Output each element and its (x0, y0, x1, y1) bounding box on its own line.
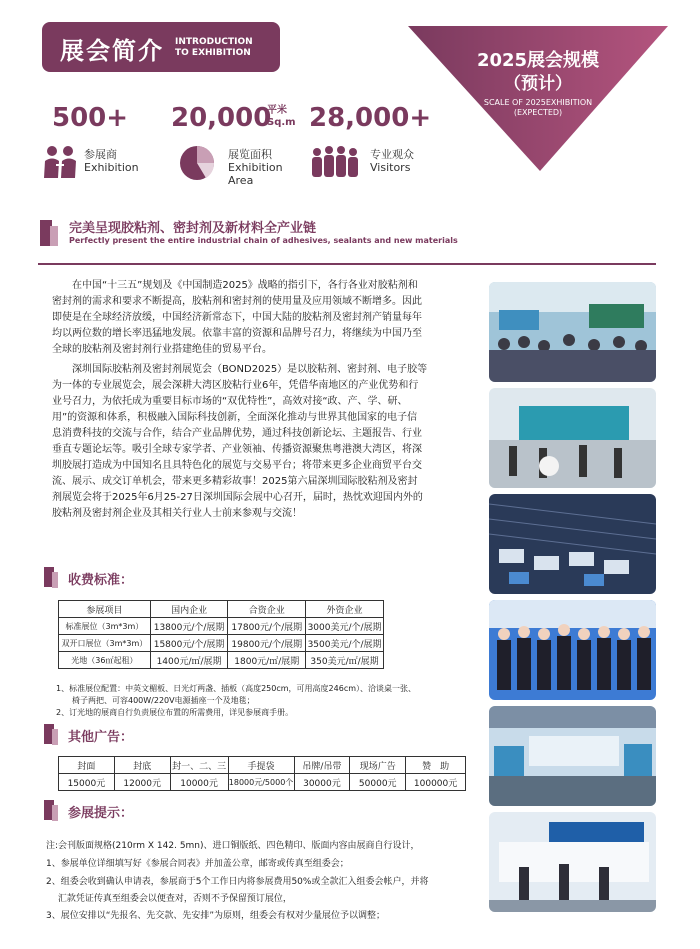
ads-marker-accent (52, 729, 58, 745)
scale-title: 2025展会规模 (476, 50, 600, 71)
stat-exhibitors-value: 500+ (52, 103, 129, 133)
fees-header: 合资企业 (228, 601, 306, 618)
table-row (59, 652, 384, 669)
fees-cell: 1400元/㎡/展期 (150, 652, 228, 669)
scale-en-sub: (EXPECTED) (513, 108, 563, 117)
table-row (59, 635, 384, 652)
fees-cell: 3500美元/个/展期 (306, 635, 384, 652)
fees-header-row (59, 601, 384, 618)
tips-marker-accent (52, 805, 58, 821)
exhibitors-icon (42, 144, 78, 180)
fees-cell: 3000美元/个/展期 (306, 618, 384, 635)
fees-cell: 标准展位（3m*3m） (59, 618, 151, 635)
tips-line: 3、展位安排以“先报名、先交款、先安排”为原则，组委会有权对少量展位予以调整； (46, 911, 386, 921)
ads-title: 其他广告： (68, 730, 134, 745)
stat-visitors-value: 28,000+ (309, 103, 432, 133)
aerial-hall-photo (489, 494, 656, 594)
intro-paragraph-1: 在中国“十三五”规划及《中国制造2025》战略的指引下，各行各业对胶粘剂和 密封剂的需求和要求不断提高，胶粘剂和密封剂的使用量及应用领域不断增多。因此 即使是在全球经济放缓，中国经济新常态下，中国大陆的胶粘剂及密封剂产销量每年 均以两位数的增长率迅猛地发展。依靠丰富的资源和品牌号召力，将继续为中国乃至 全球的胶粘剂及密封剂行业搭建绝佳的贸易平台。 (52, 280, 422, 355)
table-row (59, 618, 384, 635)
fees-cell: 17800元/个/展期 (228, 618, 306, 635)
visitors-icon (311, 144, 361, 178)
fees-header: 外资企业 (306, 601, 384, 618)
section-title-box (42, 22, 280, 72)
fees-cell: 350美元/㎡/展期 (306, 652, 384, 669)
crowd-hall-photo (489, 282, 656, 382)
ads-header: 手提袋 (228, 757, 294, 774)
fees-note-1b: 椅子两把、可容400W/220V电源插座一个及地毯； (56, 696, 255, 705)
fees-table (58, 600, 384, 669)
booth-photo (489, 812, 656, 912)
fees-header: 国内企业 (150, 601, 228, 618)
table-row (59, 774, 466, 791)
scale-en: SCALE OF 2025EXHIBITION (483, 98, 593, 107)
stat-area-value: 20,000 (171, 103, 272, 133)
section-title-zh: 展会简介 (60, 37, 164, 65)
tips-line: 汇款凭证传真至组委会以便查对，否则不予保留预订展位， (46, 894, 292, 904)
stat-exhibitors-label: 参展商 Exhibition (84, 148, 139, 174)
fees-cell: 光地（36㎡起租） (59, 652, 151, 669)
ads-header: 吊牌/吊带 (294, 757, 350, 774)
tips-line: 注:会刊版面规格(210rm X 142. 5mn)、进口铜版纸、四色精印、版面内容由展商自行设计， (46, 841, 420, 851)
ads-header-row (59, 757, 466, 774)
ads-header: 现场广告 (350, 757, 406, 774)
stat-area-label: 展览面积 Exhibition Area (228, 148, 283, 187)
section-marker-accent (50, 226, 58, 246)
ads-cell: 10000元 (170, 774, 228, 791)
section-divider (38, 263, 656, 265)
ads-cell: 18000元/5000个 (228, 774, 294, 791)
entrance-photo (489, 388, 656, 488)
area-pie-icon (178, 144, 216, 182)
fees-note-1: 1、标准展位配置：中英文楣板、日光灯两盏、插板（高度250cm，可用高度246cm）、洽谈桌一张、 (56, 684, 417, 693)
ads-table (58, 756, 466, 791)
fees-cell: 双开口展位（3m*3m） (59, 635, 151, 652)
fees-cell: 15800元/个/展期 (150, 635, 228, 652)
tips-title: 参展提示： (68, 806, 134, 821)
tips-line: 2、组委会收到确认申请表，参展商于5个工作日内将参展费用50%或全款汇入组委会帐户，并将 (46, 877, 429, 887)
section-title-en: INTRODUCTION TO EXHIBITION (175, 37, 253, 58)
fees-cell: 19800元/个/展期 (228, 635, 306, 652)
section-heading-en: Perfectly present the entire industrial chain of adhesives, sealants and new materials (69, 236, 458, 245)
scale-subtitle: （预计） (504, 74, 572, 94)
ads-header: 封底 (114, 757, 170, 774)
fees-cell: 13800元/个/展期 (150, 618, 228, 635)
ads-cell: 15000元 (59, 774, 115, 791)
fees-marker-accent (52, 572, 58, 588)
hall-interior-photo (489, 706, 656, 806)
section-heading-zh: 完美呈现胶粘剂、密封剂及新材料全产业链 (69, 221, 317, 236)
stat-area-unit: 平米 Sq.m (267, 105, 296, 128)
fees-header: 参展项目 (59, 601, 151, 618)
tips-line: 1、参展单位详细填写好《参展合同表》并加盖公章，邮寄或传真至组委会； (46, 859, 349, 869)
ads-header: 封面 (59, 757, 115, 774)
fees-title: 收费标准： (68, 573, 134, 588)
ads-cell: 12000元 (114, 774, 170, 791)
fees-cell: 1800元/㎡/展期 (228, 652, 306, 669)
fees-note-2: 2、订光地的展商自行负责展位布置的所需费用，详见参展商手册。 (56, 708, 294, 717)
intro-paragraph-2: 深圳国际胶粘剂及密封剂展览会（BOND2025）是以胶粘剂、密封剂、电子胶等 为一体的专业展览会，展会深耕大湾区胶粘行业6年，凭借华南地区的产业优势和行 业号召力，为依托成为重要目标市场的“双优特性”，高效对接“政、产、学、研、 用”的资源和体系，积极融入国际科技创新，全面深化推动与世界其他国家的电子信 息消费科技的交流与合作，结合产业品牌优势，通过科技创新论坛、主题报告、行业 垂直专题论坛等。吸引全球专家学者、产业领袖、传播资源聚焦粤港澳大湾区，将深 圳胶展打造成为中国知名且具特色化的展览与交易平台；将带来更多企业商贸平台交 流、展示、成交订单机会，带来更多精彩故事！2025第六届深圳国际胶粘剂及密封 剂展览会将于2025年6月25-27日深圳国际会展中心召开，届时，热忱欢迎国内外的 胶粘剂及密封剂企业及其相关行业人士前来参观与交流！ (52, 364, 428, 519)
ads-header: 赞 助 (406, 757, 466, 774)
ads-header: 封一、二、三 (170, 757, 228, 774)
team-stage-photo (489, 600, 656, 700)
ads-cell: 100000元 (406, 774, 466, 791)
stat-visitors-label: 专业观众 Visitors (370, 148, 414, 174)
ads-cell: 50000元 (350, 774, 406, 791)
ads-cell: 30000元 (294, 774, 350, 791)
